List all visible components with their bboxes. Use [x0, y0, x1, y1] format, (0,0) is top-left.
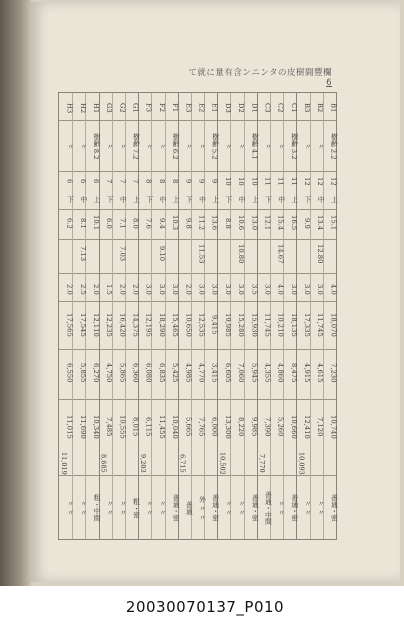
page-number: 6 — [326, 78, 332, 88]
cell-size: 15.1 — [329, 215, 338, 231]
cell-v3: 7,485 — [105, 417, 114, 437]
sample-column-b2 — [309, 93, 323, 539]
cell-r2: 上 — [171, 195, 180, 203]
cell-note: 善通・密 — [250, 494, 259, 522]
cell-grade: 〃 — [65, 142, 74, 150]
cell-r2: 中 — [118, 195, 127, 203]
cell-v3: 11,690 — [78, 415, 87, 439]
cell-v1: 17,545 — [78, 313, 87, 337]
cell-v2: 5,855 — [78, 363, 87, 383]
cell-v1: 11,745 — [263, 313, 272, 337]
cell-mid: 11.53 — [197, 244, 206, 264]
cell-size: 13.6 — [210, 215, 219, 231]
group-average-value: 10,502 — [218, 451, 227, 475]
cell-grade: 樹齢 3.2 — [289, 132, 298, 160]
cell-sample: E3 — [184, 103, 193, 113]
cell-sample: F3 — [144, 103, 153, 113]
group-average-value: 7,770 — [257, 453, 266, 473]
cell-pct: 3.0 — [223, 283, 232, 295]
cell-r1: 12 — [329, 176, 338, 186]
cell-size: 9.9 — [303, 217, 312, 229]
cell-pct: 3.0 — [210, 283, 219, 295]
cell-sample: C2 — [276, 103, 285, 113]
cell-note: 善通・密 — [210, 494, 219, 522]
cell-size: 10.6 — [237, 215, 246, 231]
cell-mid: 9.10 — [157, 246, 166, 262]
cell-sample: C1 — [289, 103, 298, 113]
cell-r1: 8 — [144, 178, 153, 184]
cell-v2: 6,550 — [65, 363, 74, 383]
cell-grade: 〃 — [144, 142, 153, 150]
cell-grade: 樹齢 2.2 — [329, 132, 338, 160]
cell-v3: 10,660 — [289, 415, 298, 439]
cell-mid: 12.80 — [316, 244, 325, 264]
cell-v1: 12,195 — [144, 313, 153, 337]
cell-v3: 8,015 — [131, 417, 140, 437]
cell-pct: 3.0 — [316, 283, 325, 295]
cell-note: 善通・密 — [171, 494, 180, 522]
cell-v2: 6,360 — [131, 363, 140, 383]
cell-mid: 7.13 — [78, 246, 87, 262]
cell-v2: 7,060 — [237, 363, 246, 383]
cell-r2: 上 — [289, 195, 298, 203]
cell-grade: 〃 — [316, 142, 325, 150]
cell-v3: 9,985 — [250, 417, 259, 437]
cell-v2: 6,080 — [144, 363, 153, 383]
cell-note: 〃 〃 — [276, 500, 285, 516]
cell-grade: 〃 — [184, 142, 193, 150]
cell-r1: 6 — [78, 178, 87, 184]
cell-v1: 19,985 — [223, 313, 232, 337]
group-average-value: 8,685 — [99, 453, 108, 473]
sample-column-f2 — [151, 93, 165, 539]
cell-grade: 〃 — [223, 142, 232, 150]
cell-r2: 中 — [78, 195, 87, 203]
cell-r1: 8 — [157, 178, 166, 184]
facing-page-edge — [0, 0, 31, 586]
cell-v1: 16,420 — [118, 313, 127, 337]
cell-note: 〃 〃 — [105, 500, 114, 516]
cell-size: 13.0 — [250, 215, 259, 231]
cell-r2: 上 — [91, 195, 100, 203]
cell-r1: 7 — [118, 178, 127, 184]
cell-size: 6.2 — [65, 217, 74, 229]
cell-v3: 13,300 — [223, 415, 232, 439]
cell-size: 10.1 — [91, 215, 100, 231]
cell-v3: 10,740 — [329, 415, 338, 439]
cell-grade: 樹齢 7.2 — [131, 132, 140, 160]
cell-v2: 8,475 — [289, 363, 298, 383]
cell-v3: 6,115 — [144, 417, 153, 437]
cell-sample: F2 — [157, 103, 166, 113]
cell-v2: 4,615 — [316, 363, 325, 383]
cell-v2: 4,750 — [105, 363, 114, 383]
cell-r2: 上 — [210, 195, 219, 203]
cell-r2: 上 — [329, 195, 338, 203]
cell-v3: 11,015 — [65, 415, 74, 439]
cell-r2: 下 — [263, 195, 272, 203]
cell-note: 〃 〃 — [303, 500, 312, 516]
cell-sample: B1 — [329, 103, 338, 113]
cell-v2: 5,945 — [250, 363, 259, 383]
cell-r1: 11 — [263, 176, 272, 186]
cell-v2: 3,415 — [210, 363, 219, 383]
cell-pct: 2.0 — [65, 283, 74, 295]
cell-sample: G3 — [105, 103, 114, 113]
cell-v3: 10,040 — [171, 415, 180, 439]
cell-v2: 4,860 — [276, 363, 285, 383]
cell-r1: 7 — [105, 178, 114, 184]
cell-pct: 3.0 — [263, 283, 272, 295]
cell-r2: 中 — [276, 195, 285, 203]
cell-v3: 5,665 — [184, 417, 193, 437]
cell-grade: 樹齢 5.2 — [210, 132, 219, 160]
cell-grade: 〃 — [78, 142, 87, 150]
cell-pct: 3.0 — [157, 283, 166, 295]
cell-v2: 6,605 — [223, 363, 232, 383]
cell-size: 13.4 — [316, 215, 325, 231]
cell-sample: D2 — [237, 103, 246, 113]
cell-v2: 4,770 — [197, 363, 206, 383]
cell-mid: 7.03 — [118, 246, 127, 262]
cell-v1: 15,930 — [250, 313, 259, 337]
cell-v3: 5,260 — [276, 417, 285, 437]
cell-note: 〃 〃 — [316, 500, 325, 516]
cell-r1: 12 — [316, 176, 325, 186]
cell-note: 〃 〃 — [144, 500, 153, 516]
cell-v2: 4,985 — [184, 363, 193, 383]
cell-v1: 18,290 — [157, 313, 166, 337]
cell-r1: 12 — [303, 176, 312, 186]
cell-sample: H3 — [65, 102, 74, 114]
cell-v1: 17,565 — [65, 313, 74, 337]
cell-sample: D1 — [250, 103, 259, 113]
cell-pct: 4.0 — [276, 283, 285, 295]
cell-r2: 中 — [197, 195, 206, 203]
cell-v2: 6,835 — [157, 363, 166, 383]
cell-note: 善通・密 — [329, 494, 338, 522]
cell-r2: 上 — [250, 195, 259, 203]
cell-r2: 中 — [316, 195, 325, 203]
cell-r2: 下 — [105, 195, 114, 203]
group-average-value: 11,019 — [60, 451, 68, 475]
cell-grade: 〃 — [118, 142, 127, 150]
page-header — [172, 66, 332, 88]
cell-grade: 〃 — [263, 142, 272, 150]
cell-size: 7.6 — [144, 217, 153, 229]
cell-pct: 2.0 — [118, 283, 127, 295]
cell-r1: 11 — [276, 176, 285, 186]
cell-pct: 2.0 — [91, 283, 100, 295]
group-average-value: 10,093 — [297, 451, 306, 475]
cell-size: 15.4 — [276, 215, 285, 231]
cell-sample: G2 — [118, 103, 127, 113]
cell-note: 〃 〃 — [118, 500, 127, 516]
cell-pct: 4.0 — [329, 283, 338, 295]
cell-grade: 樹齢 6.2 — [171, 132, 180, 160]
cell-note: 〃 〃 — [157, 500, 166, 516]
cell-v2: 4,355 — [263, 363, 272, 383]
cell-size: 16.5 — [289, 215, 298, 231]
cell-grade: 〃 — [197, 142, 206, 150]
cell-sample: F1 — [171, 103, 180, 113]
cell-pct: 2.0 — [131, 283, 140, 295]
cell-r1: 8 — [171, 178, 180, 184]
cell-v2: 7,230 — [329, 363, 338, 383]
sample-column-e2 — [191, 93, 205, 539]
cell-v3: 6,000 — [210, 417, 219, 437]
cell-mid: 10.80 — [237, 244, 246, 264]
cell-size: 7.1 — [118, 217, 127, 229]
cell-v1: 11,745 — [316, 313, 325, 337]
cell-v1: 12,110 — [91, 313, 100, 337]
group-average-value: 6,715 — [178, 453, 187, 473]
cell-grade: 〃 — [157, 142, 166, 150]
sample-column-b1 — [322, 93, 336, 539]
image-identifier: 20030070137_P010 — [125, 598, 285, 616]
cell-pct: 2.5 — [78, 283, 87, 295]
cell-pct: 2.0 — [184, 283, 193, 295]
cell-note: 善通・密 — [289, 494, 298, 522]
cell-v1: 15,280 — [237, 313, 246, 337]
cell-sample: B2 — [316, 103, 325, 113]
cell-r1: 10 — [223, 176, 232, 186]
cell-size: 11.2 — [197, 215, 206, 231]
cell-v3: 7,120 — [316, 417, 325, 437]
cell-note: 外 〃 〃 — [197, 495, 206, 521]
cell-v1: 12,535 — [197, 313, 206, 337]
cell-r1: 11 — [289, 176, 298, 186]
sample-column-h2 — [72, 93, 86, 539]
cell-v2: 5,425 — [171, 363, 180, 383]
cell-size: 12.1 — [263, 215, 272, 231]
cell-sample: H2 — [78, 102, 87, 114]
cell-sample: E2 — [197, 103, 206, 113]
data-table — [58, 92, 337, 540]
cell-note: 粗・密 — [131, 497, 140, 519]
cell-note: 善通 — [184, 501, 193, 515]
cell-mid: 14.67 — [276, 244, 285, 264]
cell-note: 〃 〃 — [223, 500, 232, 516]
group-average-value: 9,203 — [139, 453, 148, 473]
cell-pct: 3.0 — [197, 283, 206, 295]
cell-pct: 1.5 — [105, 283, 114, 295]
cell-sample: C3 — [263, 103, 272, 113]
cell-v1: 10,650 — [184, 313, 193, 337]
cell-grade: 〃 — [276, 142, 285, 150]
cell-grade: 〃 — [105, 142, 114, 150]
cell-r2: 下 — [184, 195, 193, 203]
cell-v1: 14,375 — [131, 313, 140, 337]
cell-size: 9.4 — [157, 217, 166, 229]
cell-pct: 3.0 — [303, 283, 312, 295]
cell-grade: 〃 — [303, 142, 312, 150]
cell-grade: 樹齢 4.1 — [250, 132, 259, 160]
cell-v2: 6,270 — [91, 363, 100, 383]
cell-r2: 中 — [237, 195, 246, 203]
cell-v3: 7,390 — [263, 417, 272, 437]
cell-size: 8.8 — [223, 217, 232, 229]
cell-v1: 15,465 — [171, 313, 180, 337]
sample-column-c2 — [270, 93, 284, 539]
cell-v2: 5,865 — [118, 363, 127, 383]
cell-r1: 9 — [210, 178, 219, 184]
cell-v2: 4,915 — [303, 363, 312, 383]
cell-v1: 10,210 — [276, 313, 285, 337]
cell-v1: 12,235 — [105, 313, 114, 337]
cell-size: 10.3 — [171, 215, 180, 231]
cell-size: 8.0 — [131, 217, 140, 229]
cell-size: 8.1 — [78, 217, 87, 229]
cell-pct: 3.0 — [171, 283, 180, 295]
cell-pct: 3.5 — [250, 283, 259, 295]
cell-r2: 下 — [223, 195, 232, 203]
page-title: て就に量有含ンニンタの皮樹闘豐欄 — [188, 68, 332, 78]
sample-column-d2 — [230, 93, 244, 539]
cell-r1: 6 — [91, 178, 100, 184]
cell-pct: 3.0 — [237, 283, 246, 295]
cell-v1: 18,070 — [329, 313, 338, 337]
cell-v1: 17,335 — [303, 313, 312, 337]
cell-size: 9.8 — [184, 217, 193, 229]
cell-r1: 9 — [184, 178, 193, 184]
cell-r2: 下 — [65, 195, 74, 203]
cell-v3: 12,410 — [303, 415, 312, 439]
cell-v1: 18,135 — [289, 313, 298, 337]
cell-note: 〃 〃 — [78, 500, 87, 516]
cell-v3: 10,340 — [91, 415, 100, 439]
sample-column-g2 — [111, 93, 125, 539]
cell-v3: 8,220 — [237, 417, 246, 437]
cell-size: 6.0 — [105, 217, 114, 229]
cell-sample: H1 — [91, 102, 100, 114]
cell-v3: 7,765 — [197, 417, 206, 437]
cell-sample: B3 — [303, 103, 312, 113]
cell-note: 善通・中間 — [263, 491, 272, 525]
cell-r2: 下 — [144, 195, 153, 203]
cell-sample: G1 — [131, 103, 140, 113]
cell-note: 〃 〃 — [237, 500, 246, 516]
cell-sample: D3 — [223, 103, 232, 113]
cell-r2: 下 — [303, 195, 312, 203]
cell-r1: 6 — [65, 178, 74, 184]
cell-sample: E1 — [210, 103, 219, 113]
cell-pct: 3.0 — [289, 283, 298, 295]
cell-note: 粗・中間 — [91, 494, 100, 522]
cell-v3: 11,455 — [157, 415, 166, 439]
cell-v3: 10,555 — [118, 415, 127, 439]
cell-r1: 10 — [237, 176, 246, 186]
cell-r1: 7 — [131, 178, 140, 184]
cell-grade: 樹齢 8.2 — [91, 132, 100, 160]
cell-r1: 9 — [197, 178, 206, 184]
cell-r1: 10 — [250, 176, 259, 186]
cell-r2: 中 — [157, 195, 166, 203]
cell-note: 〃 〃 — [65, 500, 74, 516]
cell-pct: 3.0 — [144, 283, 153, 295]
cell-v1: 9,415 — [210, 315, 219, 335]
cell-grade: 〃 — [237, 142, 246, 150]
cell-r2: 上 — [131, 195, 140, 203]
